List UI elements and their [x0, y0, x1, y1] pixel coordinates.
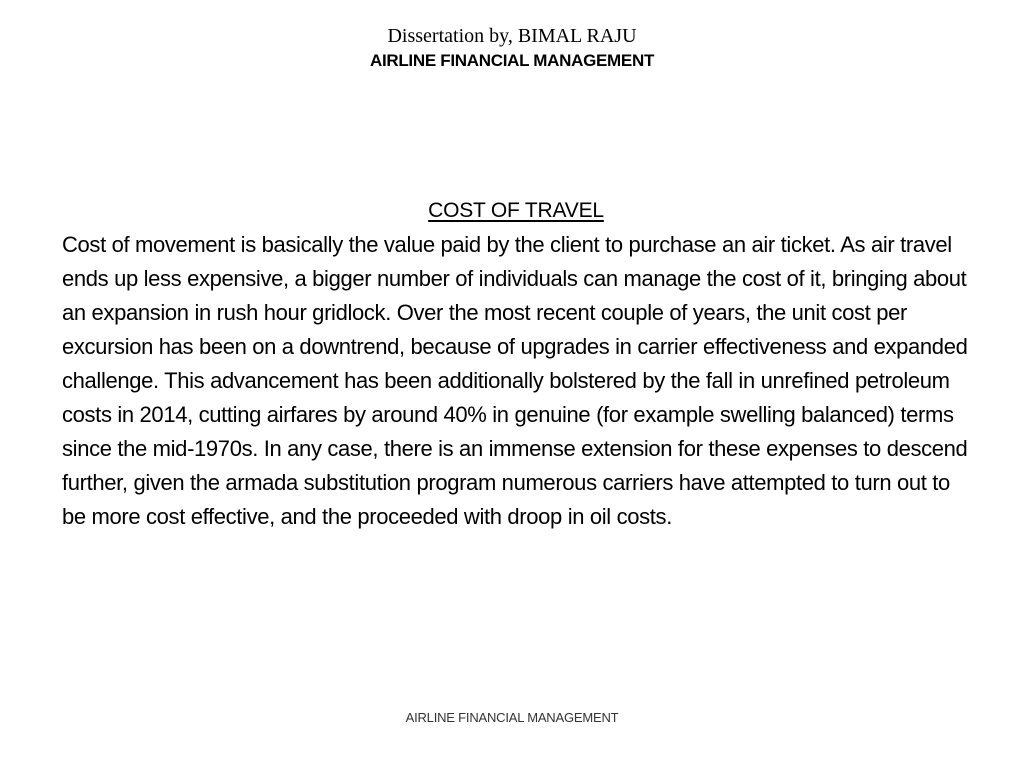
document-title: AIRLINE FINANCIAL MANAGEMENT: [369, 51, 655, 70]
slide-footer: AIRLINE FINANCIAL MANAGEMENT: [405, 710, 619, 725]
author-line: Dissertation by, BIMAL RAJU: [387, 25, 637, 47]
body-paragraph: Cost of movement is basically the value paid by the client to purchase an air ticket. As air travel ends up less expensive, a bigger number of individuals can manage the cost of it, bringing about an expansion in rush hour gridlock. Over the most recent couple of years, the unit cost per excursion has been on a downtrend, because of upgrades in carrier effectiveness and expanded challenge. This advancement has been additionally bolstered by the fall in unrefined petroleum costs in 2014, cutting airfares by around 40% in genuine (for example swelling balanced) terms since the mid-1970s. In any case, there is an immense extension for these expenses to descend further, given the armada substitution program numerous carriers have attempted to turn out to be more cost effective, and the proceeded with droop in oil costs.: [62, 232, 968, 529]
section-heading: COST OF TRAVEL: [428, 199, 604, 222]
content-section: [62, 194, 970, 534]
slide-header: [0, 24, 1024, 74]
